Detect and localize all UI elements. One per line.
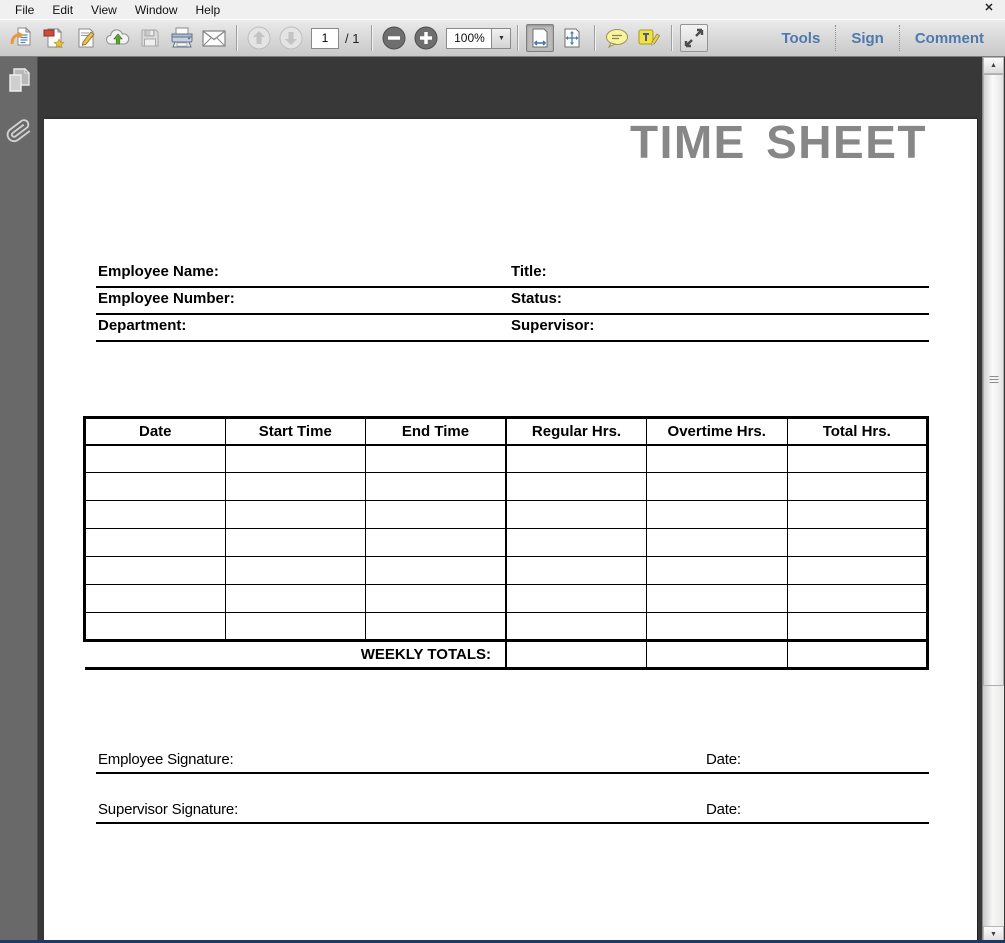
table-cell: [787, 613, 928, 641]
toolbar-separator: [517, 25, 518, 51]
fit-width-button[interactable]: [526, 24, 554, 52]
scroll-up-icon: ▲: [990, 62, 997, 69]
zoom-dropdown-button[interactable]: [492, 28, 511, 49]
table-cell: [366, 445, 507, 473]
next-page-button[interactable]: [277, 24, 305, 52]
column-header-total: Total Hrs.: [787, 418, 928, 445]
table-row: [85, 473, 928, 501]
scrollbar-thumb[interactable]: [983, 74, 1004, 686]
menu-window[interactable]: Window: [134, 2, 178, 17]
weekly-totals-label: WEEKLY TOTALS:: [85, 641, 507, 669]
employee-signature-label: Employee Signature:: [98, 751, 234, 768]
table-row: [85, 613, 928, 641]
print-icon: [169, 26, 195, 50]
table-cell: [85, 613, 226, 641]
table-cell: [225, 473, 366, 501]
menu-help[interactable]: Help: [195, 2, 221, 17]
scrollbar-track[interactable]: [982, 57, 1004, 943]
content-area: [0, 57, 1005, 943]
supervisor-signature-row: [96, 800, 929, 824]
table-cell: [506, 501, 647, 529]
table-row: [85, 585, 928, 613]
fit-page-button[interactable]: [558, 24, 586, 52]
page-thumbnails-button[interactable]: [5, 67, 33, 95]
paperclip-icon: [6, 116, 32, 146]
email-icon: [201, 26, 227, 50]
table-cell: [225, 529, 366, 557]
column-header-overtime: Overtime Hrs.: [647, 418, 788, 445]
menu-edit[interactable]: Edit: [52, 2, 74, 17]
add-comment-button[interactable]: [603, 24, 631, 52]
table-cell: [85, 473, 226, 501]
table-cell: [647, 445, 788, 473]
previous-page-icon: [246, 25, 272, 51]
pdf-page: [44, 116, 977, 943]
department-label: Department:: [98, 317, 187, 334]
table-header-row: [85, 418, 928, 445]
table-cell: [647, 557, 788, 585]
menu-bar: [0, 0, 1005, 19]
page-thumbnails-icon: [6, 67, 32, 95]
status-label: Status:: [511, 290, 562, 307]
weekly-total-hours-cell: [787, 641, 928, 669]
table-cell: [366, 557, 507, 585]
toolbar-right-panel: [766, 20, 999, 56]
sign-document-button[interactable]: [72, 24, 100, 52]
cloud-upload-button[interactable]: [104, 24, 132, 52]
table-row: [85, 445, 928, 473]
attachments-button[interactable]: [5, 117, 33, 145]
highlight-text-button[interactable]: [635, 24, 663, 52]
signature-section: [96, 750, 929, 824]
chevron-down-icon: ▼: [498, 34, 505, 42]
fit-page-icon: [561, 27, 583, 49]
title-label: Title:: [511, 263, 547, 280]
table-cell: [787, 473, 928, 501]
table-cell: [647, 613, 788, 641]
table-cell: [787, 529, 928, 557]
employee-name-label: Employee Name:: [98, 263, 219, 280]
employee-info-section: [96, 261, 929, 342]
menu-view[interactable]: View: [91, 2, 117, 17]
cloud-upload-icon: [105, 26, 131, 50]
sign-document-icon: [74, 26, 98, 50]
create-pdf-button[interactable]: [40, 24, 68, 52]
column-header-regular: Regular Hrs.: [506, 418, 647, 445]
table-cell: [647, 501, 788, 529]
table-cell: [85, 529, 226, 557]
navigation-pane: [0, 57, 38, 943]
info-row: [96, 261, 929, 288]
scrollbar-grip-icon: [989, 376, 998, 384]
table-cell: [366, 585, 507, 613]
column-header-date: Date: [85, 418, 226, 445]
toolbar-separator: [236, 25, 237, 51]
vertical-scrollbar: [978, 57, 1005, 943]
zoom-in-button[interactable]: [412, 24, 440, 52]
table-cell: [647, 529, 788, 557]
timesheet-table-body: [85, 445, 928, 641]
table-cell: [787, 557, 928, 585]
save-button[interactable]: [136, 24, 164, 52]
table-cell: [366, 529, 507, 557]
toolbar: [0, 19, 1005, 57]
table-cell: [225, 501, 366, 529]
table-cell: [85, 445, 226, 473]
table-row: [85, 501, 928, 529]
column-header-start: Start Time: [225, 418, 366, 445]
previous-page-button[interactable]: [245, 24, 273, 52]
toolbar-separator: [371, 25, 372, 51]
table-cell: [787, 585, 928, 613]
supervisor-signature-date-label: Date:: [706, 801, 741, 818]
tools-button[interactable]: Tools: [781, 29, 821, 47]
table-row: [85, 529, 928, 557]
toolbar-separator: [671, 25, 672, 51]
table-cell: [85, 585, 226, 613]
employee-signature-row: [96, 750, 929, 774]
next-page-icon: [278, 25, 304, 51]
info-row: [96, 315, 929, 342]
highlight-text-icon: [636, 26, 662, 50]
table-cell: [85, 557, 226, 585]
speech-bubble-icon: [604, 26, 630, 50]
table-cell: [506, 613, 647, 641]
weekly-total-regular-cell: [506, 641, 647, 669]
open-file-button[interactable]: [8, 24, 36, 52]
zoom-out-button[interactable]: [380, 24, 408, 52]
table-row: [85, 557, 928, 585]
sign-button[interactable]: Sign: [851, 29, 884, 47]
document-title: TIME SHEET: [629, 116, 927, 168]
fit-width-icon: [529, 27, 551, 49]
zoom-in-icon: [413, 25, 439, 51]
table-cell: [225, 445, 366, 473]
create-pdf-icon: [42, 26, 66, 50]
page-number-input[interactable]: [311, 28, 339, 49]
page-count-label: / 1: [345, 30, 360, 46]
toolbar-separator: [594, 25, 595, 51]
table-cell: [366, 613, 507, 641]
document-viewport[interactable]: [38, 57, 978, 943]
table-cell: [225, 585, 366, 613]
table-cell: [506, 585, 647, 613]
table-cell: [366, 473, 507, 501]
weekly-total-overtime-cell: [647, 641, 788, 669]
scroll-down-icon: ▼: [990, 931, 997, 938]
table-cell: [225, 557, 366, 585]
fullscreen-icon: [683, 27, 705, 49]
table-cell: [647, 473, 788, 501]
table-cell: [225, 613, 366, 641]
email-button[interactable]: [200, 24, 228, 52]
weekly-totals-row: [85, 641, 928, 669]
timesheet-table: [83, 416, 929, 670]
table-cell: [506, 557, 647, 585]
table-cell: [366, 501, 507, 529]
employee-number-label: Employee Number:: [98, 290, 235, 307]
comment-button[interactable]: Comment: [914, 29, 984, 47]
table-cell: [506, 529, 647, 557]
fullscreen-button[interactable]: [680, 24, 708, 52]
close-icon[interactable]: ✕: [984, 2, 994, 14]
save-icon: [138, 26, 162, 50]
table-cell: [506, 445, 647, 473]
scroll-up-button[interactable]: [983, 57, 1004, 74]
zoom-level-value[interactable]: 100%: [446, 28, 492, 49]
table-cell: [787, 501, 928, 529]
table-cell: [647, 585, 788, 613]
column-header-end: End Time: [366, 418, 507, 445]
employee-signature-date-label: Date:: [706, 751, 741, 768]
menu-file[interactable]: File: [15, 2, 35, 17]
info-row: [96, 288, 929, 315]
zoom-out-icon: [381, 25, 407, 51]
table-cell: [85, 501, 226, 529]
open-file-icon: [10, 26, 34, 50]
table-cell: [787, 445, 928, 473]
print-button[interactable]: [168, 24, 196, 52]
table-cell: [506, 473, 647, 501]
supervisor-signature-label: Supervisor Signature:: [98, 801, 239, 818]
supervisor-label: Supervisor:: [511, 317, 595, 334]
